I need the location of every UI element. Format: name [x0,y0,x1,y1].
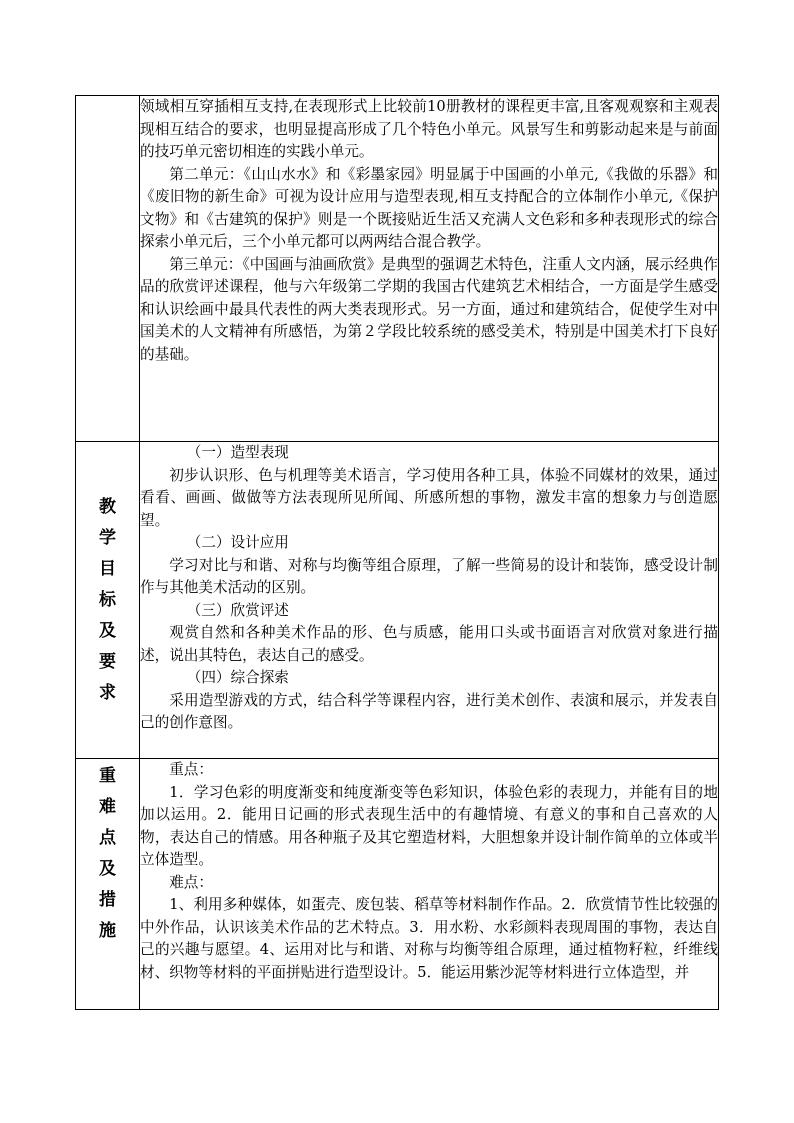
table-row [76,759,719,1010]
paragraph: 第三单元：《中国画与油画欣赏》是典型的强调艺术特色，注重人文内涵，展示经典作品的欣赏评述课程，他与六年级第二学期的我国古代建筑艺术相结合，一方面是学生感受和认识绘画中最具代表性的两大类表现形式。另一方面，通过和建筑结合，促使学生对中国美术的人文精神有所感悟，为第２学段比较系统的感受美术，特别是中国美术打下良好的基础。 [140,255,718,363]
unit-description-cell [140,96,719,442]
paragraph: 领域相互穿插相互支持,在表现形式上比较前10册教材的课程更丰富,且客观观察和主观表现相互结合的要求，也明显提高形成了几个特色小单元。风景写生和剪影动起来是与前面的技巧单元密切相连的实践小单元。 [140,98,718,160]
paragraph: 第二单元：《山山水水》和《彩墨家园》明显属于中国画的小单元,《我做的乐器》和《废旧物的新生命》可视为设计应用与造型表现,相互支持配合的立体制作小单元,《保护文物》和《古建筑的保护》则是一个既接贴近生活又充满人文色彩和多种表现形式的综合探索小单元后，三个小单元都可以两两结合混合教学。 [140,165,718,250]
row-label-teaching-goals: 教学目标及要求 [99,496,116,703]
row-label-cell [76,96,140,442]
table-row [76,96,719,442]
row-label-cell [76,759,140,1010]
key-points-cell [140,759,719,1010]
teaching-goals-cell [140,442,719,759]
paragraph: 初步认识形、色与机理等美术语言，学习使用各种工具，体验不同媒材的效果，通过看看、画画、做做等方法表现所见所闻、所感所想的事物，激发丰富的想象力与创造愿望。 [140,466,718,529]
section-heading: （四）综合探索 [186,669,289,686]
paragraph: 采用造型游戏的方式，结合科学等课程内容，进行美术创作、表演和展示，并发表自己的创作意图。 [140,691,718,731]
row-label-cell [76,442,140,759]
paragraph: 观赏自然和各种美术作品的形、色与质感，能用口头或书面语言对欣赏对象进行描述，说出其特色，表达自己的感受。 [140,624,718,664]
lesson-plan-table [75,95,719,1010]
row-label-key-points: 重难点及措施 [99,766,116,941]
paragraph: 1、利用多种媒体，如蛋壳、废包装、稻草等材料制作作品。2．欣赏情节性比较强的中外作品，认识该美术作品的艺术特点。3．用水粉、水彩颜料表现周围的事物，表达自己的兴趣与愿望。4、运用对比与和谐、对称与均衡等组合原理，通过植物籽粒，纤维线材、织物等材料的平面拼贴进行造型设计。5．能运用紫沙泥等材料进行立体造型，并 [140,896,718,981]
paragraph: 学习对比与和谐、对称与均衡等组合原理，了解一些简易的设计和装饰，感受设计制作与其他美术活动的区别。 [140,556,718,596]
table-row [76,442,719,759]
section-heading: 重点： [169,761,213,778]
section-heading: （二）设计应用 [186,534,289,551]
section-heading: （三）欣赏评述 [186,601,289,619]
section-heading: （一）造型表现 [186,444,289,461]
section-heading: 难点： [169,873,213,891]
paragraph: 1．学习色彩的明度渐变和纯度渐变等色彩知识，体验色彩的表现力，并能有目的地加以运用。2．能用日记画的形式表现生活中的有趣情境、有意义的事和自己喜欢的人物，表达自己的情感。用各种瓶子及其它塑造材料，大胆想象并设计制作简单的立体或半立体造型。 [140,783,718,868]
